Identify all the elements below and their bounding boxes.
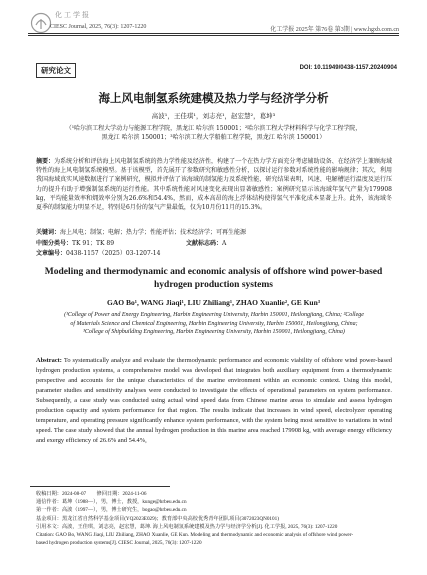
chinese-keywords	[36, 228, 392, 237]
logo-text: 化工学报	[55, 11, 91, 19]
english-abstract-text: To systematically analyze and evaluate the thermodynamic performance and economic viability of offshore wind power-based hydrogen production systems, a comprehensive model was developed that integrates both auxiliary equipment from a thermodynamic perspective and accounts for the unique characteristics of the marine environment within an economic context. Using this model, parameter studies and sensitivity analyses were conducted to investigate the effects of operational parameters on system performance. Subsequently, a case study was conducted using actual wind speed data from Chinese marine areas to simulate and assess hydrogen production capacity and system performance for that region. The results indicate that increases in wind speed, electrolyzer operating temperature, and operating pressure significantly enhance system performance, with the system being most sensitive to variations in wind speed. The case study showed that the annual hydrogen production in this marine area reached 179908 kg, with average energy efficiency and exergy efficiency of 26.6% and 54.4%,	[36, 357, 392, 444]
chinese-affiliations	[60, 124, 367, 142]
english-affiliation-line: ³College of Shipbuilding Engineering, Harbin Engineering University, Harbin 150001, Heilongjiang, China)	[83, 329, 345, 335]
footnote-citation-en: Citation: GAO Bo, WANG Jiaqi, LIU Zhiliang, ZHAO Xuanlie, GE Kun. Modeling and thermodynamic and economic analysis of offshore wind power-	[36, 532, 354, 539]
running-header-left: CIESC Journal, 2025, 76(3): 1207-1220	[50, 24, 147, 30]
chinese-abstract-text: 为系统分析和评估海上风电制氢系统的热力学性能及经济性，构建了一个在热力学方面充分考虑辅助设备、在经济学上兼顾海域特性的海上风电制氢系统模型。基于该模型，首先展开了参数研究和敏感性分析，以探讨运行参数对系统性能的影响规律；其次，利用我国海域真实风速数据进行了案例研究，模拟并评估了该海域的制氢能力及系统性能，研究结果表明，风速、电解槽运行温度及运行压力的提升有助于增强制氢系统的运行性能。其中系统性能对风速变化表现出显著敏感性；案例研究显示该海域年氢气产量为179908 kg，平均能量效率和㶲效率分别为26.6%和54.4%，然而，成本高昂的海上浮体结构使得氢气平准化成本显著上升。此外，该海域冬夏季的制氢能力明显不足，特别是6月份的氢气产量最低，仅为10月份11月的15.3%。	[36, 158, 392, 212]
english-title: Modeling and thermodynamic and economic analysis of offshore wind power-based hydrogen production systems	[44, 267, 383, 290]
footnote-citation-cn: 引用本文：高波，王佳琪，刘志亮，赵宏慧，葛坤. 海上风电制氢系统建模及热力学与经济学分析[J]. 化工学报, 2025, 76(3): 1207-1220	[36, 523, 338, 530]
english-affiliation-line: of Materials Science and Chemical Engineering, Harbin Engineering University, Harbin 150001, Heilongjiang, China;	[70, 320, 358, 327]
english-authors: GAO Bo¹, WANG Jiaqi¹, LIU Zhiliang¹, ZHAO Xuanlie², GE Kun³	[106, 298, 321, 307]
keywords-text: 海上风电；制氢；电解；热力学；性能评估；技术经济学；可再生能源	[60, 229, 247, 236]
footnote-corresponding-author: 通信作者：葛坤（1988—），男，博士，教授，kunge@hrbeu.edu.cn	[36, 499, 187, 506]
keywords-label: 关键词：	[36, 229, 61, 236]
header-divider	[28, 33, 399, 34]
journal-logo-icon	[30, 12, 52, 34]
footnote-divider	[30, 486, 170, 487]
english-abstract-label: Abstract:	[36, 357, 62, 364]
chinese-affiliation-line: （¹哈尔滨工程大学动力与能源工程学院，黑龙江 哈尔滨 150001；²哈尔滨工程大学材料科学与化学工程学院，	[65, 125, 362, 132]
footnote-funding: 基金项目：黑龙江省自然科学基金项目(YQ2023E029)；教育部中央高校优秀青年团队项目(3072023QN0101)	[36, 515, 279, 522]
english-affiliation-line: (¹College of Power and Energy Engineering, Harbin Engineering University, Harbin 150001, Heilongjiang, China; ²College	[64, 312, 364, 318]
english-affiliations	[36, 311, 392, 337]
article-number-value: 0438-1157（2025）03-1207-14	[66, 250, 161, 257]
section-label: 研究论文	[36, 63, 76, 78]
article-number	[36, 248, 160, 257]
doc-code-value: A	[222, 240, 227, 247]
footnote-first-author: 第一作者：高波（1997—），男，博士研究生，bogao@hrbeu.edu.cn	[36, 507, 187, 514]
running-header-right: 化工学报 2025年 第76卷 第3期 | www.hgxb.com.cn	[270, 27, 399, 33]
chinese-authors: 高波¹，王佳琪¹，刘志亮¹，赵宏慧²，葛坤³	[151, 112, 276, 120]
chinese-abstract-label: 摘要：	[36, 158, 55, 165]
english-abstract	[36, 356, 392, 446]
footnote-dates: 收稿日期：2024-08-07 修回日期：2024-11-06	[36, 491, 147, 497]
doi-link[interactable]: DOI: 10.11949/0438-1157.20240904	[299, 65, 397, 71]
chinese-abstract	[36, 157, 392, 212]
footnotes	[36, 490, 396, 547]
header-divider-thin	[28, 35, 399, 36]
article-number-label: 文章编号：	[36, 250, 67, 257]
classification-row	[36, 238, 392, 247]
clc-value: TK 91；TK 89	[72, 240, 115, 247]
chinese-affiliation-line: 黑龙江 哈尔滨 150001；³哈尔滨工程大学船舶工程学院，黑龙江 哈尔滨 150001）	[101, 134, 326, 141]
chinese-title: 海上风电制氢系统建模及热力学与经济学分析	[98, 91, 329, 105]
doc-code-label: 文献标志码：	[186, 240, 223, 247]
footnote-citation-en-cont: based hydrogen production systems[J]. CIESC Journal, 2025, 76(3): 1207-1220	[36, 540, 202, 547]
clc-label: 中图分类号：	[36, 240, 73, 247]
